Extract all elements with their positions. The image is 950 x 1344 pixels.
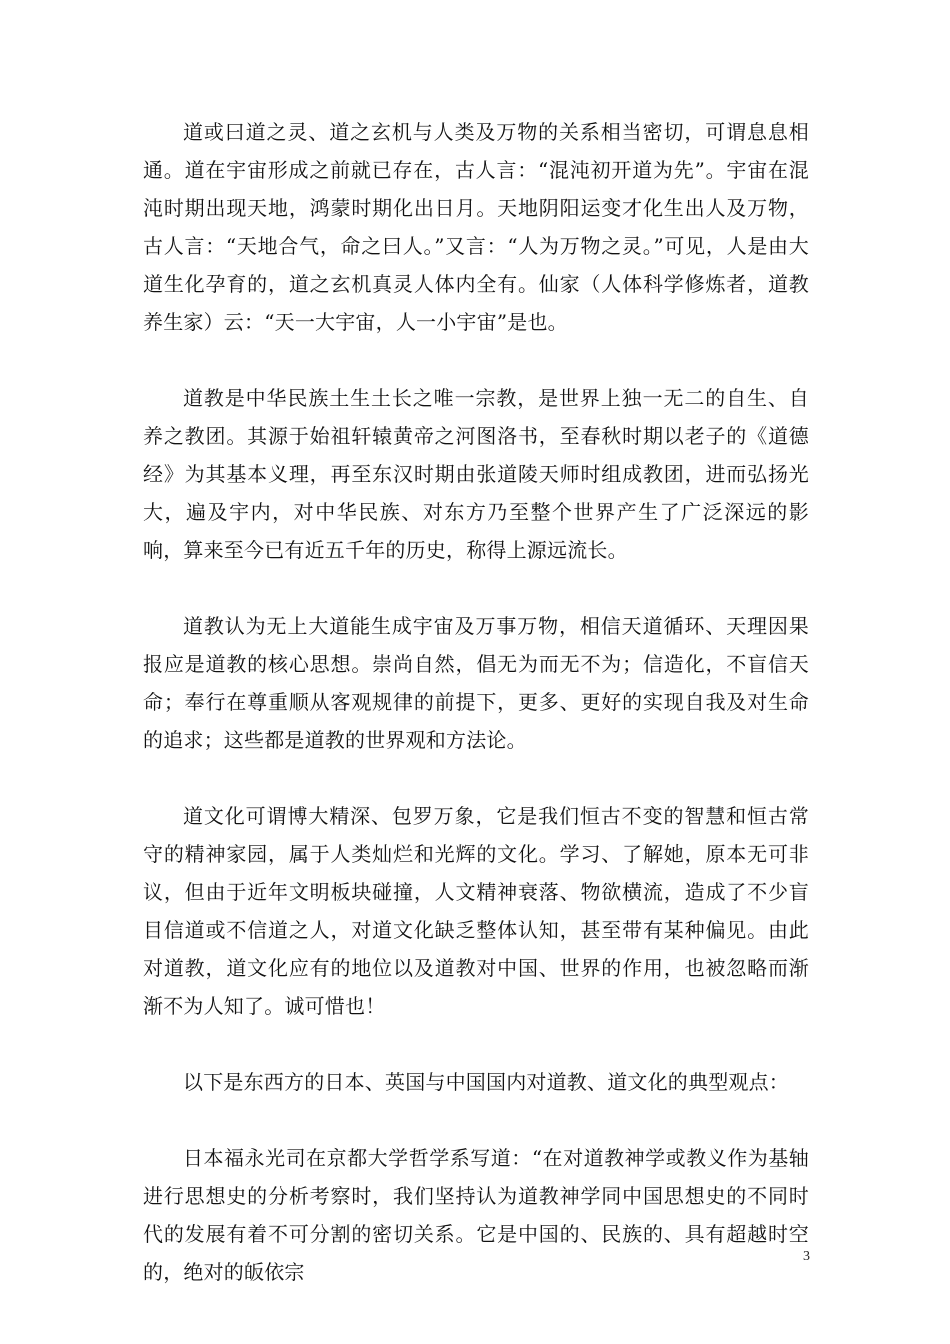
paragraph-taoism-core-thought: 道教认为无上大道能生成宇宙及万事万物，相信天道循环、天理因果报应是道教的核心思想。崇尚自然，倡无为而无不为；信造化，不盲信天命；奉行在尊重顺从客观规律的前提下，更多、更好的实现自我及对生命的追求；这些都是道教的世界观和方法论。 bbox=[143, 614, 809, 752]
paragraph-gap bbox=[143, 1101, 809, 1139]
paragraph-dao-culture: 道文化可谓博大精深、包罗万象，它是我们恒古不变的智慧和恒古常守的精神家园，属于人类灿烂和光辉的文化。学习、了解她，原本无可非议，但由于近年文明板块碰撞，人文精神衰落、物欲横流，造成了不少盲目信道或不信道之人，对道文化缺乏整体认知，甚至带有某种偏见。由此对道教，道文化应有的地位以及道教对中国、世界的作用，也被忽略而渐渐不为人知了。诚可惜也！ bbox=[143, 804, 809, 1018]
paragraph-viewpoints-intro: 以下是东西方的日本、英国与中国国内对道教、道文化的典型观点： bbox=[183, 1070, 789, 1094]
paragraph-taoism-origin: 道教是中华民族土生土长之唯一宗教，是世界上独一无二的自生、自养之教团。其源于始祖轩辕黄帝之河图洛书，至春秋时期以老子的《道德经》为其基本义理，再至东汉时期由张道陵天师时组成教团，进而弘扬光大，遍及宇内，对中华民族、对东方乃至整个世界产生了广泛深远的影响，算来至今已有近五千年的历史，称得上源远流长。 bbox=[143, 386, 809, 562]
paragraph-gap bbox=[143, 1025, 809, 1063]
paragraph-japanese-view: 日本福永光司在京都大学哲学系写道：“在对道教神学或教义作为基轴进行思想史的分析考察时，我们坚持认为道教神学同中国思想史的不同时代的发展有着不可分割的密切关系。它是中国的、民族的、具有超越时空的，绝对的皈依宗 bbox=[143, 1146, 809, 1284]
paragraph-gap bbox=[143, 569, 809, 607]
document-body bbox=[143, 113, 809, 1291]
page-number: 3 bbox=[803, 1249, 810, 1264]
paragraph-dao-and-universe: 道或曰道之灵、道之玄机与人类及万物的关系相当密切，可谓息息相通。道在宇宙形成之前就已存在，古人言：“混沌初开道为先”。宇宙在混沌时期出现天地，鸿蒙时期化出日月。天地阴阳运变才化生出人及万物，古人言：“天地合气，命之曰人。”又言：“人为万物之灵。”可见，人是由大道生化孕育的，道之玄机真灵人体内全有。仙家（人体科学修炼者，道教养生家）云：“天一大宇宙，人一小宇宙”是也。 bbox=[143, 120, 809, 334]
paragraph-gap bbox=[143, 341, 809, 379]
paragraph-gap bbox=[143, 759, 809, 797]
